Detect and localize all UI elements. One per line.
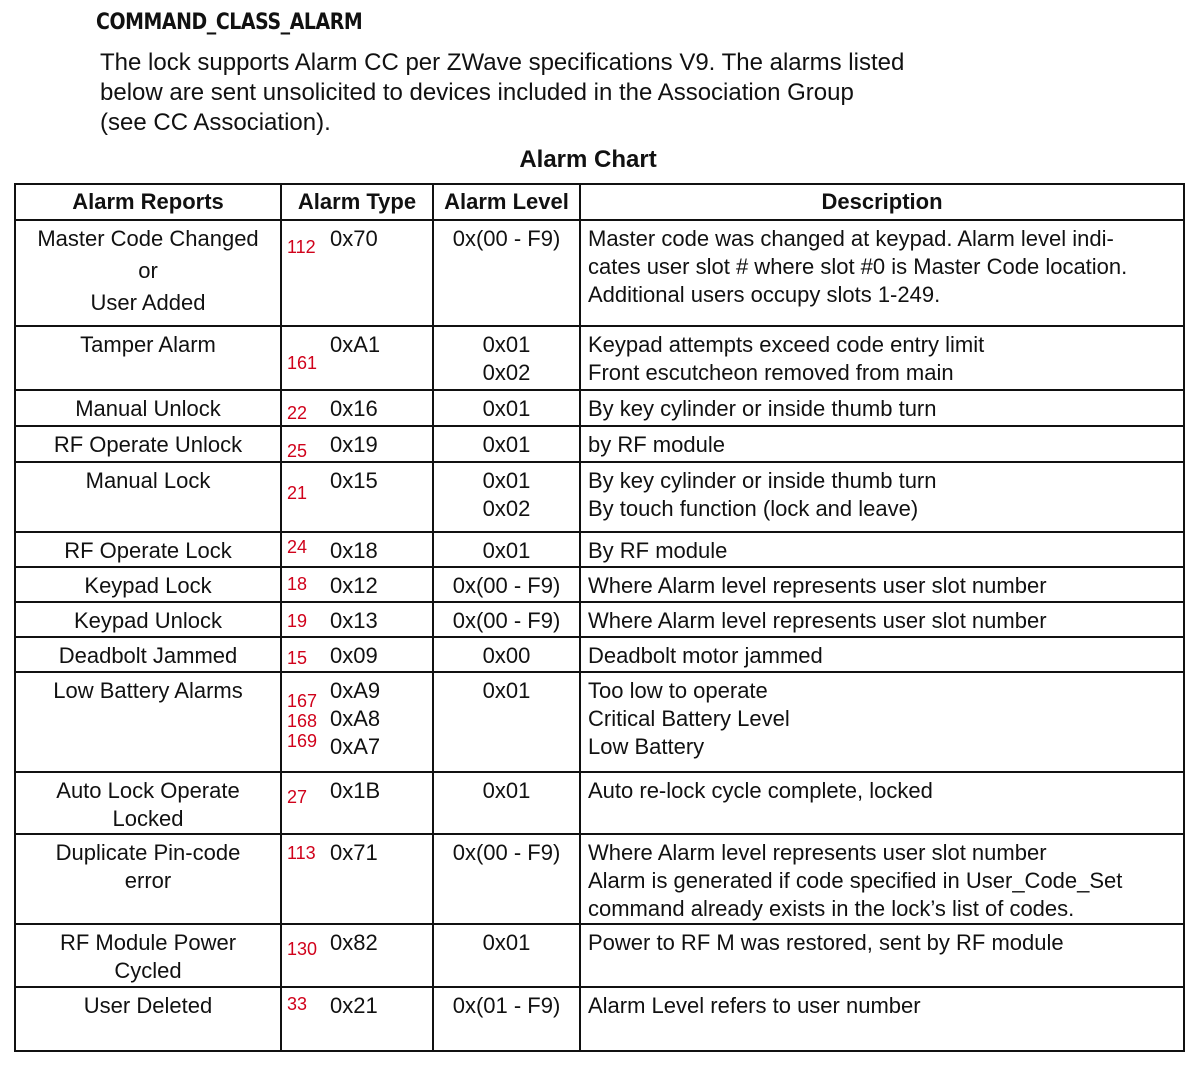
- cell-line: Deadbolt Jammed: [58, 643, 238, 669]
- column-header-alarm-type: Alarm Type: [281, 184, 433, 220]
- description-cell: [580, 326, 1184, 390]
- cell-line: 0x01: [482, 432, 531, 458]
- alarm-report-cell: [15, 987, 281, 1051]
- alarm-level-cell: [433, 602, 580, 637]
- table-row: [15, 462, 1184, 532]
- description-cell: [580, 462, 1184, 532]
- alarm-type-decimal: 112: [287, 237, 316, 257]
- cell-line: Cycled: [114, 957, 182, 983]
- alarm-level-cell: [433, 672, 580, 771]
- alarm-report-cell: [15, 602, 281, 637]
- alarm-type-decimal: 130: [287, 938, 318, 959]
- cell-line: Locked: [112, 805, 184, 831]
- alarm-type-decimal: 167: [287, 691, 318, 712]
- cell-line: Master code was changed at keypad. Alarm level indi-: [588, 226, 1114, 251]
- cell-line: error: [124, 867, 172, 893]
- cell-line: Auto Lock Operate: [56, 777, 240, 803]
- cell-line: 0x01: [482, 468, 531, 494]
- table-row: [15, 672, 1184, 771]
- cell-line: By key cylinder or inside thumb turn: [588, 396, 937, 422]
- alarm-type-decimal: 33: [287, 993, 308, 1014]
- alarm-report-cell: [15, 772, 281, 834]
- cell-line: Manual Lock: [85, 468, 211, 494]
- cell-line: 0x(00 - F9): [452, 608, 561, 634]
- chart-title: Alarm Chart: [519, 146, 657, 173]
- table-row: [15, 772, 1184, 834]
- alarm-type-decimal: 19: [287, 611, 308, 632]
- cell-line: Low Battery: [588, 734, 705, 760]
- cell-line: Critical Battery Level: [588, 706, 790, 732]
- alarm-report-cell: [15, 532, 281, 567]
- intro-paragraph: [100, 48, 1000, 138]
- cell-line: command already exists in the lock’s list of codes.: [588, 895, 1075, 921]
- cell-line: Low Battery Alarms: [53, 678, 243, 704]
- cell-line: 0x01: [482, 777, 531, 803]
- cell-line: User Deleted: [83, 992, 213, 1018]
- cell-line: Keypad Lock: [84, 573, 212, 599]
- cell-line: Where Alarm level represents user slot number: [588, 839, 1047, 865]
- table-row: [15, 924, 1184, 987]
- alarm-level-cell: [433, 567, 580, 602]
- table-row: [15, 326, 1184, 390]
- alarm-type-decimal: 113: [287, 842, 316, 863]
- alarm-report-cell: [15, 426, 281, 462]
- cell-line: User Added: [90, 290, 206, 315]
- cell-line: Too low to operate: [588, 678, 768, 704]
- alarm-type-hex: 0x21: [330, 992, 378, 1018]
- column-header-description: Description: [580, 184, 1184, 220]
- alarm-type-hex: 0xA8: [330, 706, 381, 732]
- description-cell: [580, 426, 1184, 462]
- alarm-type-hex: 0x82: [330, 929, 378, 955]
- table-row: [15, 426, 1184, 462]
- table-row: [15, 567, 1184, 602]
- header-row: [15, 184, 1184, 220]
- cell-line: Auto re-lock cycle complete, locked: [588, 777, 933, 803]
- cell-line: Alarm is generated if code specified in User_Code_Set: [588, 867, 1123, 893]
- table-row: [15, 834, 1184, 924]
- alarm-type-cell: [281, 834, 433, 924]
- alarm-level-cell: [433, 772, 580, 834]
- column-header-alarm-level: Alarm Level: [433, 184, 580, 220]
- table-row: [15, 602, 1184, 637]
- alarm-type-hex: 0x71: [330, 839, 378, 865]
- alarm-type-hex: 0x12: [330, 573, 378, 599]
- alarm-table-body: [15, 220, 1184, 1051]
- alarm-type-hex: 0xA9: [330, 678, 381, 704]
- cell-line: RF Module Power: [59, 929, 237, 955]
- cell-line: 0x(00 - F9): [452, 226, 561, 251]
- description-cell: [580, 637, 1184, 672]
- intro-line: (see CC Association).: [100, 109, 331, 136]
- description-cell: [580, 834, 1184, 924]
- cell-line: Deadbolt motor jammed: [588, 643, 823, 669]
- alarm-report-cell: [15, 672, 281, 771]
- description-cell: [580, 924, 1184, 987]
- description-cell: [580, 772, 1184, 834]
- alarm-type-decimal: 21: [287, 483, 308, 504]
- alarm-type-hex: 0xA7: [330, 734, 381, 760]
- cell-line: Keypad Unlock: [74, 608, 222, 634]
- alarm-report-cell: [15, 220, 281, 326]
- alarm-level-cell: [433, 834, 580, 924]
- alarm-type-decimal: 15: [287, 648, 308, 669]
- cell-line: 0x(01 - F9): [452, 992, 561, 1018]
- cell-line: By key cylinder or inside thumb turn: [588, 468, 937, 494]
- alarm-type-decimal: 161: [287, 353, 318, 374]
- alarm-type-hex: 0x15: [330, 468, 378, 494]
- description-cell: [580, 602, 1184, 637]
- alarm-report-cell: [15, 326, 281, 390]
- alarm-type-cell: [281, 602, 433, 637]
- cell-line: RF Operate Unlock: [53, 432, 243, 458]
- cell-line: Master Code Changed: [37, 226, 259, 251]
- cell-line: 0x01: [482, 396, 531, 422]
- alarm-report-cell: [15, 567, 281, 602]
- alarm-level-cell: [433, 987, 580, 1051]
- cell-line: 0x01: [482, 538, 531, 564]
- cell-line: Power to RF M was restored, sent by RF module: [588, 929, 1064, 955]
- alarm-type-decimal: 24: [287, 537, 308, 558]
- alarm-type-hex: 0xA1: [330, 332, 381, 358]
- column-header-alarm-reports: Alarm Reports: [15, 184, 281, 220]
- alarm-type-cell: [281, 672, 433, 771]
- alarm-type-decimal: 168: [287, 711, 318, 732]
- description-cell: [580, 567, 1184, 602]
- alarm-type-hex: 0x19: [330, 432, 378, 458]
- table-row: [15, 220, 1184, 326]
- cell-line: By RF module: [588, 538, 728, 564]
- cell-line: 0x(00 - F9): [452, 839, 561, 865]
- alarm-type-hex: 0x16: [330, 396, 378, 422]
- alarm-level-cell: [433, 220, 580, 326]
- alarm-type-cell: [281, 987, 433, 1051]
- cell-line: Additional users occupy slots 1-249.: [588, 282, 941, 307]
- cell-line: 0x01: [482, 929, 531, 955]
- alarm-level-cell: [433, 924, 580, 987]
- description-cell: [580, 532, 1184, 567]
- description-cell: [580, 987, 1184, 1051]
- cell-line: cates user slot # where slot #0 is Master Code location.: [588, 254, 1128, 279]
- alarm-type-cell: [281, 220, 433, 326]
- alarm-level-cell: [433, 426, 580, 462]
- alarm-type-cell: [281, 637, 433, 672]
- cell-line: RF Operate Lock: [64, 538, 232, 564]
- cell-line: 0x01: [482, 332, 531, 358]
- description-cell: [580, 220, 1184, 326]
- alarm-type-hex: 0x1B: [330, 777, 381, 803]
- cell-line: Where Alarm level represents user slot number: [588, 573, 1047, 599]
- cell-line: 0x01: [482, 678, 531, 704]
- alarm-type-hex: 0x13: [330, 608, 378, 634]
- alarm-type-decimal: 22: [287, 403, 308, 424]
- alarm-type-cell: [281, 924, 433, 987]
- cell-line: 0x02: [482, 360, 531, 386]
- table-row: [15, 390, 1184, 426]
- alarm-type-cell: [281, 326, 433, 390]
- alarm-report-cell: [15, 462, 281, 532]
- cell-line: Tamper Alarm: [80, 332, 216, 358]
- alarm-type-hex: 0x18: [330, 538, 378, 564]
- cell-line: 0x02: [482, 496, 531, 522]
- table-row: [15, 987, 1184, 1051]
- alarm-level-cell: [433, 462, 580, 532]
- cell-line: 0x00: [482, 643, 531, 669]
- cell-line: Alarm Level refers to user number: [588, 992, 921, 1018]
- cell-line: 0x(00 - F9): [452, 573, 561, 599]
- alarm-report-cell: [15, 834, 281, 924]
- alarm-level-cell: [433, 532, 580, 567]
- intro-line: The lock supports Alarm CC per ZWave specifications V9. The alarms listed: [100, 49, 905, 76]
- table-row: [15, 637, 1184, 672]
- cell-line: By touch function (lock and leave): [588, 496, 919, 522]
- alarm-type-cell: [281, 532, 433, 567]
- alarm-level-cell: [433, 637, 580, 672]
- alarm-table: [14, 183, 1185, 1052]
- alarm-report-cell: [15, 637, 281, 672]
- alarm-type-decimal: 25: [287, 441, 308, 462]
- cell-line: Keypad attempts exceed code entry limit: [588, 332, 985, 358]
- alarm-type-cell: [281, 772, 433, 834]
- alarm-type-decimal: 27: [287, 786, 308, 807]
- alarm-type-cell: [281, 567, 433, 602]
- cell-line: Duplicate Pin-code: [55, 839, 241, 865]
- cell-line: Manual Unlock: [75, 396, 221, 422]
- alarm-level-cell: [433, 326, 580, 390]
- cell-line: Where Alarm level represents user slot number: [588, 608, 1047, 634]
- section-heading: COMMAND_CLASS_ALARM: [96, 10, 363, 35]
- alarm-type-cell: [281, 462, 433, 532]
- cell-line: or: [138, 258, 158, 283]
- description-cell: [580, 390, 1184, 426]
- alarm-type-cell: [281, 426, 433, 462]
- alarm-type-hex: 0x09: [330, 643, 378, 669]
- alarm-type-decimal: 18: [287, 574, 308, 595]
- description-cell: [580, 672, 1184, 771]
- alarm-report-cell: [15, 390, 281, 426]
- alarm-report-cell: [15, 924, 281, 987]
- alarm-type-cell: [281, 390, 433, 426]
- table-row: [15, 532, 1184, 567]
- alarm-level-cell: [433, 390, 580, 426]
- cell-line: by RF module: [588, 432, 725, 458]
- alarm-type-decimal: 169: [287, 731, 318, 752]
- intro-line: below are sent unsolicited to devices included in the Association Group: [100, 79, 854, 106]
- alarm-type-hex: 0x70: [330, 226, 378, 251]
- cell-line: Front escutcheon removed from main: [588, 360, 954, 386]
